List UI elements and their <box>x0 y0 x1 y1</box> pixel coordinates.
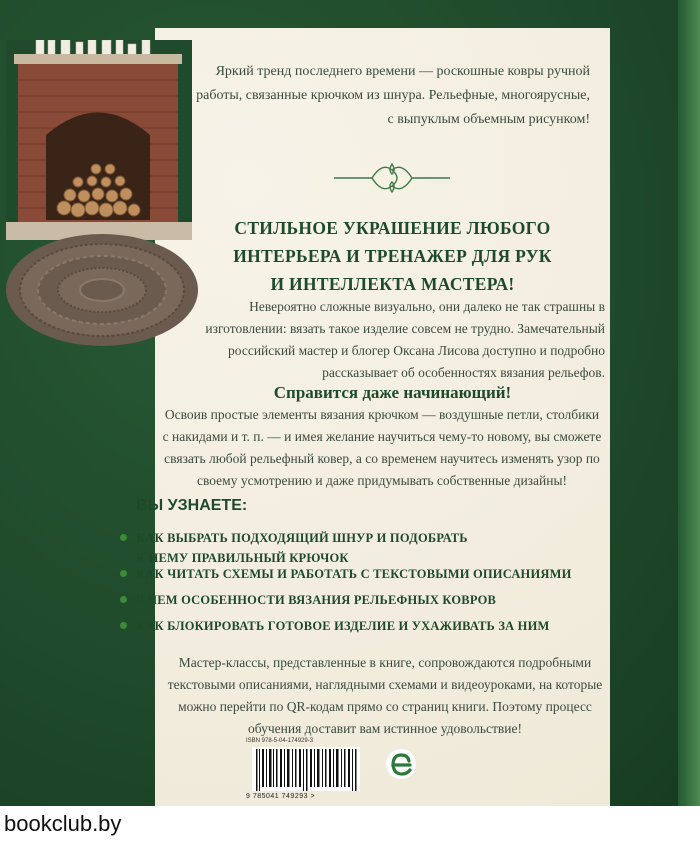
publisher-logo-icon <box>384 747 418 781</box>
intro-text: Яркий тренд последнего времени — роскошные ковры ручной работы, связанные крючком из шнура. Рельефные, многоярусные, с выпуклым объемным рисунком! <box>196 64 590 127</box>
main-headline <box>175 214 610 298</box>
you-will-learn-heading: ВЫ УЗНАЕТЕ: <box>136 497 248 514</box>
list-item <box>120 564 572 584</box>
list-item-line: В ЧЕМ ОСОБЕННОСТИ ВЯЗАНИЯ РЕЛЬЕФНЫХ КОВРОВ <box>136 593 497 607</box>
bullet-dot-icon <box>120 596 127 603</box>
ornament-divider-icon <box>332 158 452 198</box>
watermark-site: bookclub.by <box>4 811 122 836</box>
list-item-line: КАК ЧИТАТЬ СХЕМЫ И РАБОТАТЬ С ТЕКСТОВЫМИ ОПИСАНИЯМИ <box>136 567 572 581</box>
barcode-number: 9 785041 749293 > <box>246 793 316 800</box>
description-paragraph: Невероятно сложные визуально, они далеко не так страшны в изготовлении: вязать такое изделие совсем не трудно. Замечательный российский мастер и блогер Оксана Лисова доступно и подробно рассказывает об особенностях вязания рельефов. <box>205 299 605 380</box>
headline-line: И ИНТЕЛЛЕКТА МАСТЕРА! <box>270 274 515 294</box>
bullet-dot-icon <box>120 534 127 541</box>
fireplace-image <box>6 40 192 240</box>
list-item <box>120 528 468 568</box>
list-item <box>120 590 496 610</box>
book-spine-edge <box>678 0 700 806</box>
headline-line: ИНТЕРЬЕРА И ТРЕНАЖЕР ДЛЯ РУК <box>233 246 552 266</box>
bullet-dot-icon <box>120 570 127 577</box>
beginner-subheading: Справится даже начинающий! <box>273 383 512 402</box>
crochet-rug-image <box>4 230 200 350</box>
bullet-dot-icon <box>120 622 127 629</box>
barcode <box>246 738 366 802</box>
list-item-line: КАК БЛОКИРОВАТЬ ГОТОВОЕ ИЗДЕЛИЕ И УХАЖИВАТЬ ЗА НИМ <box>136 619 550 633</box>
beginner-paragraph: Освоив простые элементы вязания крючком — воздушные петли, столбики с накидами и т. п. — и имея желание научиться чему-то новому, вы сможете связать любой рельефный ковер, а со временем научитесь изменять узор по своему усмотрению и даже придумывать собственные дизайны! <box>162 407 602 488</box>
isbn-label: ISBN 978-5-04-174929-3 <box>246 738 314 744</box>
list-item-line: К НЕМУ ПРАВИЛЬНЫЙ КРЮЧОК <box>136 551 349 565</box>
list-item-line: КАК ВЫБРАТЬ ПОДХОДЯЩИЙ ШНУР И ПОДОБРАТЬ <box>136 531 468 545</box>
headline-line: СТИЛЬНОЕ УКРАШЕНИЕ ЛЮБОГО <box>234 218 551 238</box>
masterclass-paragraph: Мастер-классы, представленные в книге, сопровождаются подробными текстовыми описаниями, наглядными схемами и видеоуроками, на которые можно перейти по QR-кодам прямо со страниц книги. Поэтому процесс обучения доставит вам истинное удовольствие! <box>167 655 603 736</box>
list-item <box>120 616 550 636</box>
barcode-bars-icon <box>252 747 360 791</box>
